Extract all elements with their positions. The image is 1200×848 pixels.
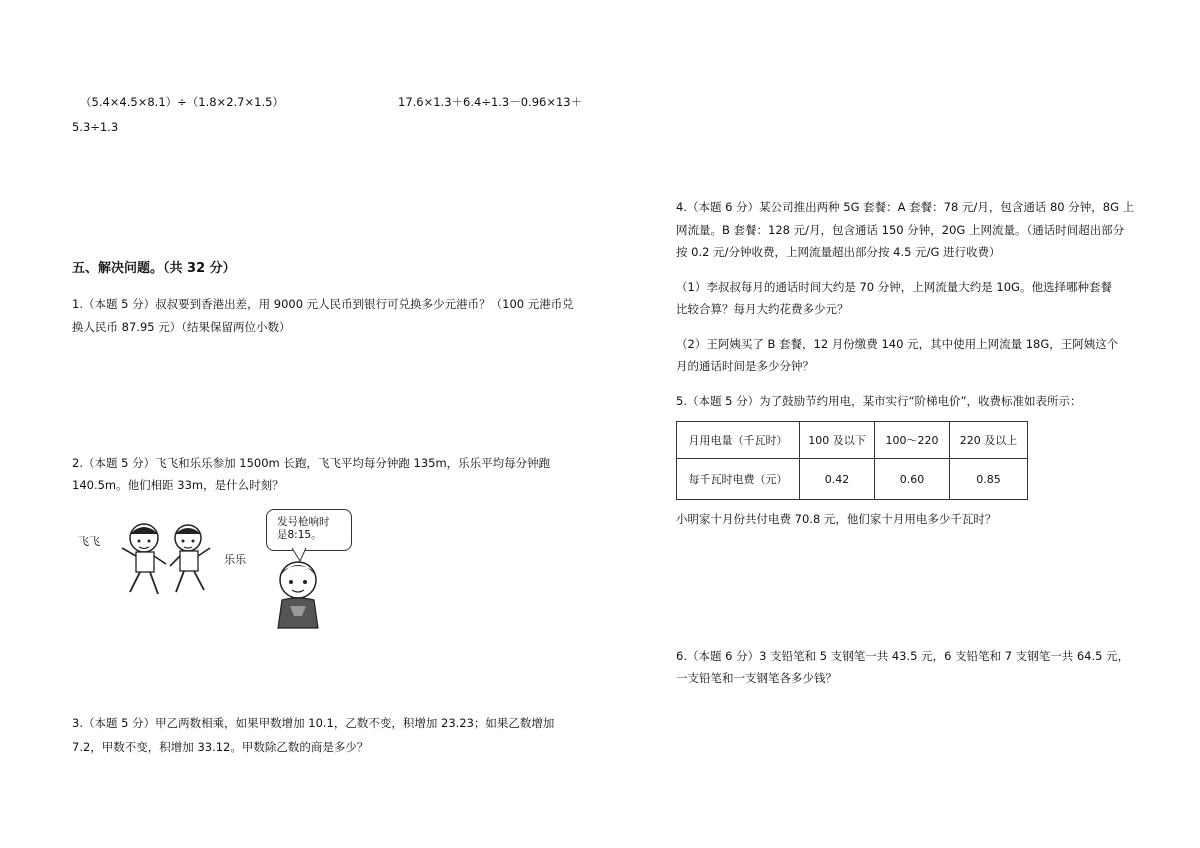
speech-bubble (266, 509, 352, 551)
q6-line1: 6.（本题 6 分）3 支铅笔和 5 支钢笔一共 43.5 元，6 支铅笔和 7 支钢笔一共 64.5 元， (676, 649, 1130, 663)
section-title: 五、解决问题。（共 32 分） (72, 261, 236, 276)
q2-line1: 2.（本题 5 分）飞飞和乐乐参加 1500m 长跑，飞飞平均每分钟跑 135m，乐乐平均每分钟跑 (72, 456, 551, 470)
q4-line2: 网流量。B 套餐：128 元/月，包含通话 150 分钟，20G 上网流量。（通话时间超出部分 (676, 223, 1125, 237)
bubble-line2: 是8:15。 (277, 529, 322, 541)
table-cell: 0.42 (800, 459, 875, 500)
q3-line2: 7.2，甲数不变，积增加 33.12。甲数除乙数的商是多少？ (72, 740, 369, 754)
table-cell: 100～220 (875, 422, 950, 459)
table-cell: 每千瓦时电费（元） (677, 459, 800, 500)
q5-line1: 5.（本题 5 分）为了鼓励节约用电，某市实行“阶梯电价”，收费标准如表所示： (676, 394, 1082, 408)
label-feifei: 飞飞 (78, 535, 100, 548)
table-row (677, 459, 1028, 500)
table-cell: 0.85 (950, 459, 1028, 500)
table-cell: 0.60 (875, 459, 950, 500)
boy-illustration (268, 556, 328, 630)
table-row (677, 422, 1028, 459)
q4-line1: 4.（本题 6 分）某公司推出两种 5G 套餐：A 套餐：78 元/月，包含通话 80 分钟，8G 上 (676, 200, 1135, 214)
q1-line1: 1.（本题 5 分）叔叔要到香港出差，用 9000 元人民币到银行可兑换多少元港币？（100 元港币兑 (72, 297, 574, 311)
q4-line3: 按 0.2 元/分钟收费，上网流量超出部分按 4.5 元/G 进行收费） (676, 245, 1001, 259)
table-cell: 月用电量（千瓦时） (677, 422, 800, 459)
label-lele: 乐乐 (224, 553, 246, 566)
q4-sub1-line2: 比较合算？每月大约花费多少元？ (676, 302, 849, 316)
table-cell: 100 及以下 (800, 422, 875, 459)
q3-line1: 3.（本题 5 分）甲乙两数相乘，如果甲数增加 10.1，乙数不变，积增加 23.23；如果乙数增加 (72, 716, 555, 730)
q4-sub1-line1: （1）李叔叔每月的通话时间大约是 70 分钟，上网流量大约是 10G。他选择哪种套餐 (676, 280, 1112, 294)
calc-expression-2-line1: 17.6×1.3＋6.4÷1.3－0.96×13＋ (398, 95, 583, 109)
q6-line2: 一支铅笔和一支钢笔各多少钱？ (676, 671, 837, 685)
q4-sub2-line2: 月的通话时间是多少分钟？ (676, 359, 814, 373)
table-cell: 220 及以上 (950, 422, 1028, 459)
electricity-price-table (676, 421, 1028, 500)
calc-expression-1: （5.4×4.5×8.1）÷（1.8×2.7×1.5） (80, 95, 284, 109)
q1-line2: 换人民币 87.95 元）（结果保留两位小数） (72, 320, 291, 334)
running-kids-illustration (112, 516, 222, 602)
q4-sub2-line1: （2）王阿姨买了 B 套餐，12 月份缴费 140 元，其中使用上网流量 18G，王阿姨这个 (676, 337, 1119, 351)
calc-expression-2-line2: 5.3÷1.3 (72, 120, 119, 134)
q2-line2: 140.5m。他们相距 33m，是什么时刻？ (72, 478, 284, 492)
q5-after-table: 小明家十月份共付电费 70.8 元，他们家十月用电多少千瓦时？ (676, 512, 997, 526)
bubble-line1: 发号枪响时 (277, 516, 330, 528)
